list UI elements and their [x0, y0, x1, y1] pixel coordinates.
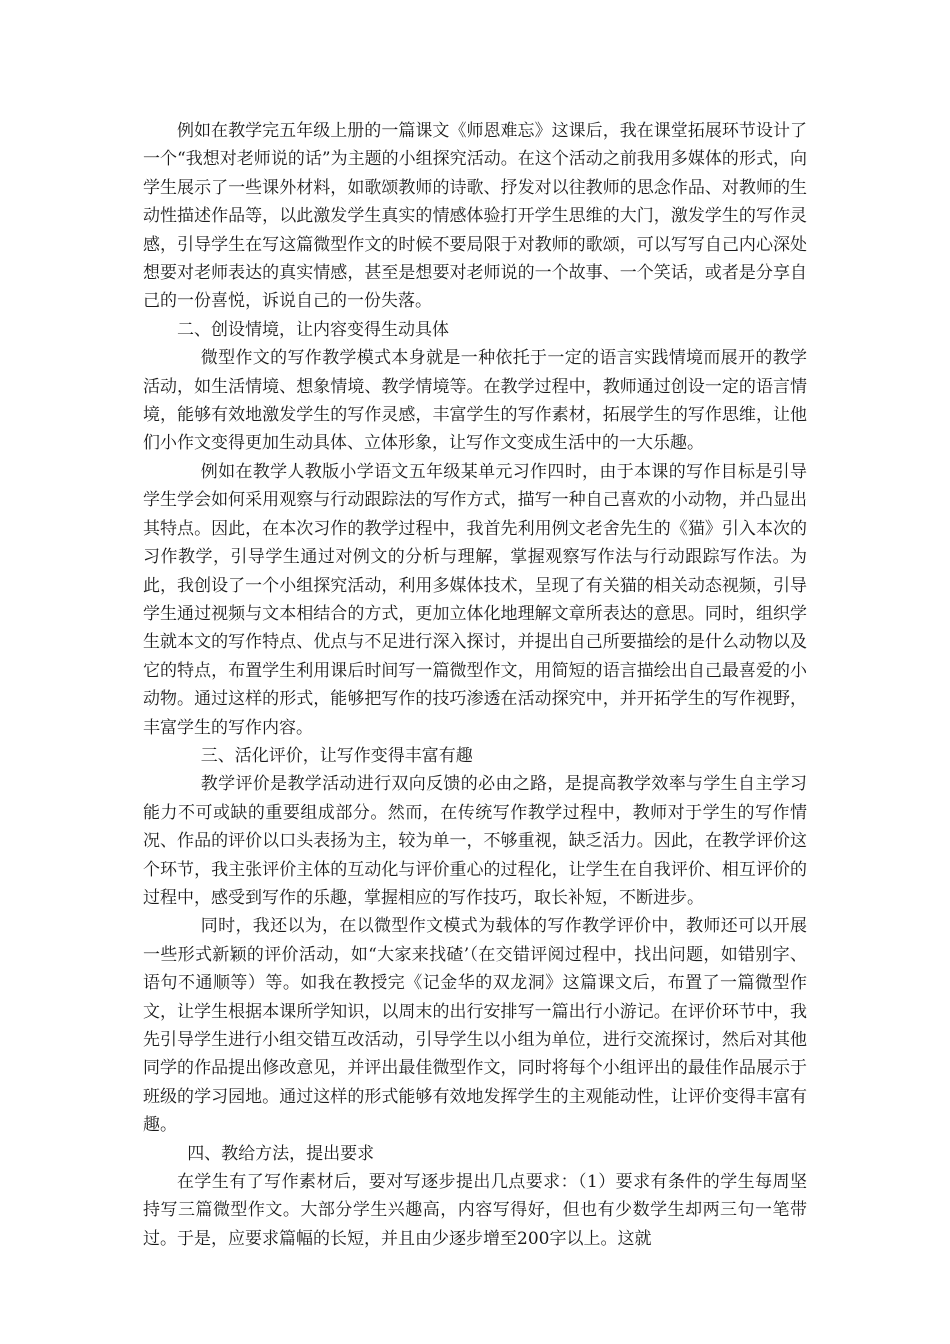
section-heading-2: 二、创设情境，让内容变得生动具体 — [177, 319, 449, 340]
section-heading-4: 四、教给方法，提出要求 — [187, 1143, 375, 1164]
paragraph-evaluation-example: 同时，我还以为，在以微型作文模式为载体的写作教学评价中，教师还可以开展一些形式新颖的评价活动，如“大家来找碴’（在交错评阅过程中，找出问题，如错别字、语句不通顺等）等。如我在教授完《记金华的双龙洞》这篇课文后，布置了一篇微型作文，让学生根据本课所学知识，以周末的出行安排写一篇出行小游记。在评价环节中，我先引导学生进行小组交错互改活动，引导学生以小组为单位，进行交流探讨，然后对其他同学的作品提出修改意见，并评出最佳微型作文，同时将每个小组评出的最佳作品展示于班级的学习园地。通过这样的形式能够有效地发挥学生的主观能动性，让评价变得丰富有趣。 — [143, 916, 807, 1136]
section-heading-3: 三、活化评价，让写作变得丰富有趣 — [200, 745, 473, 766]
paragraph-teacher-example: 例如在教学完五年级上册的一篇课文《师恩难忘》这课后，我在课堂拓展环节设计了一个“我想对老师说的话”为主题的小组探究活动。在这个活动之前我用多媒体的形式，向学生展示了一些课外材料，如歌颂教师的诗歌、抒发对以往教师的思念作品、对教师的生动性描述作品等，以此激发学生真实的情感体验打开学生思维的大门，激发学生的写作灵感，引导学生在写这篇微型作文的时候不要局限于对教师的歌颂，可以写写自己内心深处想要对老师表达的真实情感，甚至是想要对老师说的一个故事、一个笑话，或者是分享自己的一份喜悦，诉说自己的一份失落。 — [143, 121, 807, 312]
document-body — [143, 117, 807, 1253]
paragraph-requirements: 在学生有了写作素材后，要对写逐步提出几点要求：（1）要求有条件的学生每周坚持写三篇微型作文。大部分学生兴趣高，内容写得好，但也有少数学生却两三句一笔带过。于是，应要求篇幅的长短，并且由少逐步增至200字以上。这就 — [143, 1172, 807, 1249]
paragraph-cat-example: 例如在教学人教版小学语文五年级某单元习作四时，由于本课的写作目标是引导学生学会如何采用观察与行动跟踪法的写作方式，描写一种自己喜欢的小动物，并凸显出其特点。因此，在本次习作的教学过程中，我首先利用例文老舍先生的《猫》引入本次的习作教学，引导学生通过对例文的分析与理解，掌握观察写作法与行动跟踪写作法。为此，我创设了一个小组探究活动，利用多媒体技术，呈现了有关猫的相关动态视频，引导学生通过视频与文本相结合的方式，更加立体化地理解文章所表达的意思。同时，组织学生就本文的写作特点、优点与不足进行深入探讨，并提出自己所要描绘的是什么动物以及它的特点，布置学生利用课后时间写一篇微型作文，用简短的语言描绘出自己最喜爱的小动物。通过这样的形式，能够把写作的技巧渗透在活动探究中，并开拓学生的写作视野，丰富学生的写作内容。 — [143, 461, 807, 738]
paragraph-evaluation-intro: 教学评价是教学活动进行双向反馈的必由之路，是提高教学效率与学生自主学习能力不可或缺的重要组成部分。然而，在传统写作教学过程中，教师对于学生的写作情况、作品的评价以口头表扬为主，较为单一，不够重视，缺乏活力。因此，在教学评价这个环节，我主张评价主体的互动化与评价重心的过程化，让学生在自我评价、相互评价的过程中，感受到写作的乐趣，掌握相应的写作技巧，取长补短，不断进步。 — [143, 774, 807, 908]
paragraph-situation-intro: 微型作文的写作教学模式本身就是一种依托于一定的语言实践情境而展开的教学活动，如生活情境、想象情境、教学情境等。在教学过程中，教师通过创设一定的语言情境，能够有效地激发学生的写作灵感，丰富学生的写作素材，拓展学生的写作思维，让他们小作文变得更加生动具体、立体形象，让写作文变成生活中的一大乐趣。 — [143, 348, 807, 454]
